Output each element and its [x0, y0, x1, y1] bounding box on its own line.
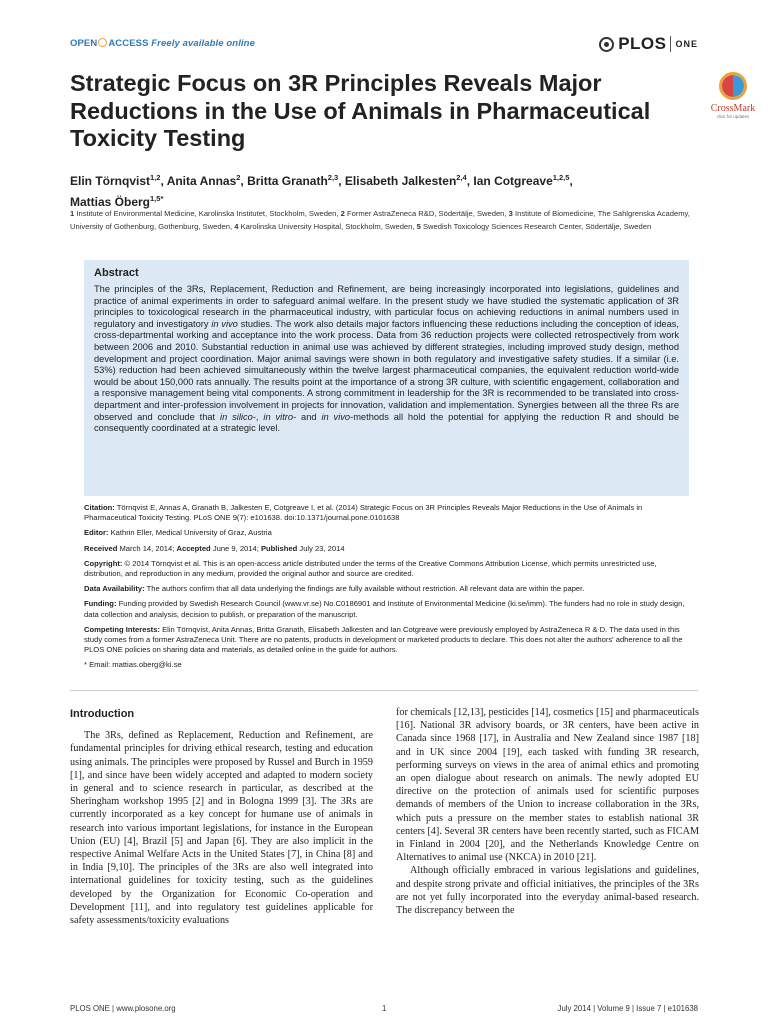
citation: Citation: Törnqvist E, Annas A, Granath B, Jalkesten E, Cotgreave I, et al. (2014) Strategic Focus on 3R Principles Reveals Major Reductions in the Use of Animals in Pharmaceutical Toxicity Testing. PLoS ONE 9(7): e101638. doi:10.1371/journal.pone.0101638 — [84, 503, 643, 523]
open-label: OPEN — [70, 38, 98, 49]
section-divider — [70, 690, 698, 691]
plos-logo-one: ONE — [675, 39, 698, 49]
plos-logo-icon — [599, 37, 614, 52]
crossmark-sub: click for updates — [716, 114, 750, 119]
dates: Received March 14, 2014; Accepted June 9, 2014; Published July 23, 2014 — [84, 543, 345, 553]
competing-interests: Competing Interests: Elin Törnqvist, Anita Annas, Britta Granath, Elisabeth Jalkesten and Ian Cotgreave were previously employed by AstraZeneca R & D. The data used in this study comes from a former AstraZeneca Unit. There are no patents, products in development or marketed products to declare. This does not alter the authors' adherence to all the PLOS ONE policies on sharing data and materials, as detailed online in the guide for authors. — [84, 624, 683, 655]
body-column-left — [70, 708, 373, 927]
access-label: ACCESS — [108, 38, 149, 49]
author[interactable]: Ian Cotgreave$^{1,2,5}$ — [473, 173, 570, 188]
footer-issue: July 2014 | Volume 9 | Issue 7 | e101638 — [557, 1004, 698, 1013]
body-column-right — [396, 706, 699, 917]
funding: Funding: Funding provided by Swedish Research Council (www.vr.se) No.C0186901 and Institute of Environmental Medicine (ki.se/imm). The funders had no role in study design, data collection and analysis, decision to publish, or preparation of the manuscript. — [84, 599, 685, 619]
page-number: 1 — [382, 1004, 387, 1013]
affiliations: 1 Institute of Environmental Medicine, Karolinska Institutet, Stockholm, Sweden, 2 Former AstraZeneca R&D, Södertälje, Sweden, 3 Institute of Biomedicine, The Sahlgrenska Academy, University of Gothenburg, Gothenburg, Sweden, 4 Karolinska University Hospital, Stockholm, Sweden, 5 Swedish Toxicology Sciences Research Center, Södertälje, Sweden — [70, 209, 690, 231]
author[interactable]: Elin Törnqvist$^{1,2}$ — [70, 173, 161, 188]
freely-available-label: Freely available online — [151, 38, 255, 49]
logo-divider — [670, 36, 671, 52]
plos-one-logo — [599, 34, 698, 54]
data-availability: Data Availability: The authors confirm that all data underlying the findings are fully available without restriction. All relevant data are within the paper. — [84, 584, 585, 594]
author-list: Elin Törnqvist$^{1,2}$, Anita Annas$^2$, Britta Granath$^{2,3}$, Elisabeth Jalkesten$^{2,4}$, Ian Cotgreave$^{1,2,5}$, Mattias Öberg$^{1,5*}$ — [70, 173, 573, 209]
abstract-box — [84, 260, 689, 496]
intro-heading: Introduction — [70, 708, 135, 720]
abstract-heading: Abstract — [94, 267, 139, 279]
abstract-text: The principles of the 3Rs, Replacement, Reduction and Refinement, are being increasingly incorporated into legislations, guidelines and practice of animal experiments in order to safeguard animal welfare. In the present study we have studied the systematic application of 3R principles to toxicological research in the pharmaceutical industry, with particular focus on achieving reductions in animal numbers used in regulatory and investigatory in vivo studies. The work also details major factors influencing these reductions including the conception of ideas, cross-departmental working and acceptance into the work process. Data from 36 reduction projects were collected retrospectively from work between 2006 and 2010. Substantial reduction in animal use was achieved by different strategies, including improved study design, method development and project coordination. Major animal savings were shown in both regulatory and investigative safety studies. If a similar (i.e. 53%) reduction had been achieved simultaneously within the twelve largest pharmaceutical companies, the equivalent reduction world-wide would be about 150,000 rats annually. The results point at the importance of a strong 3R culture, with scientific engagement, collaboration and a responsive management being vital components. A strong commitment in leadership for the 3R is recommended to be translated into cross-department and inter-profession involvement in projects for innovation, validation and implementation. Synergies between all the three Rs are observed and conclude that in silico-, in vitro- and in vivo-methods all hold the potential for applying the reduction R and should be consequently coordinated at a strategic level. — [94, 284, 679, 434]
intro-paragraph: for chemicals [12,13], pesticides [14], cosmetics [15] and pharmaceuticals [16]. National 3R advisory boards, or 3R centers, have been active in Canada since 1968 [17], in Australia and New Zealand since 1987 [18] and in UK since 2004 [19], each tasked with funding 3R research, performing surveys on views in the area of animal ethics and promoting an open dialogue about research on animals. The newly adopted EU directive on the protection of animals used for scientific purposes demands of members of the Union to increase collaboration in the 3Rs, which puts a pressure on the member states to establish national 3R centers [4]. Several 3R centers have been recently started, such as FICAM in Finland in 2004 [20], and the Netherlands Knowledge Centre on Alternatives to animal use (NKCA) in 2010 [21]. — [396, 707, 699, 864]
article-metadata — [84, 503, 689, 676]
intro-paragraph: The 3Rs, defined as Replacement, Reduction and Refinement, are fundamental principles for driving ethical research, testing and education using animals. The principles were proposed by Russel and Burch in 1959 [1], and since have been widely accepted and adapted to modern society in general and to science research in particular, as described at the Sheringham workshop 1995 [2] and in Bologna 1999 [3]. The 3Rs are currently incorporated as a key concept for humane use of animals in research into various important legislations, for instance in the European Union (EU) [4], Brazil [5] and Japan [6]. They are also implicit in the respective Animal Welfare Acts in the United States [7], in China [8] and in India [9,10]. The principles of the 3Rs are also well integrated into international guidelines for toxicity testing, such as the guidelines developed by the Organization for Economic Co-operation and Development [11], and into regulatory test guidelines applicable for safety assessments/toxicity evaluations — [70, 730, 373, 927]
copyright: Copyright: © 2014 Törnqvist et al. This is an open-access article distributed under the terms of the Creative Commons Attribution License, which permits unrestricted use, distribution, and reproduction in any medium, provided the original author and source are credited. — [84, 558, 657, 579]
author[interactable]: Anita Annas$^2$ — [166, 173, 241, 188]
plos-logo-word: PLOS — [618, 34, 667, 53]
author[interactable]: Elisabeth Jalkesten$^{2,4}$ — [344, 173, 467, 188]
intro-paragraph: Although officially embraced in various legislations and guidelines, and despite strong private and official initiatives, the principles of the 3Rs are not yet fully incorporated into the everyday animal-based research. The discrepancy between the — [396, 865, 699, 917]
crossmark-label: CrossMark — [710, 103, 756, 114]
open-access-lock-icon — [98, 38, 107, 47]
author[interactable]: Mattias Öberg$^{1,5*}$ — [70, 194, 164, 209]
journal-header — [70, 36, 698, 56]
open-access-banner — [70, 38, 255, 49]
editor: Editor: Kathrin Eller, Medical University of Graz, Austria — [84, 528, 272, 538]
footer-journal: PLOS ONE | www.plosone.org — [70, 1004, 176, 1013]
crossmark-icon — [719, 72, 747, 100]
author[interactable]: Britta Granath$^{2,3}$ — [247, 173, 339, 188]
article-title: Strategic Focus on 3R Principles Reveals Major Reductions in the Use of Animals in Pharmaceutical Toxicity Testing — [70, 70, 651, 151]
corresponding-email[interactable]: * Email: mattias.oberg@ki.se — [84, 660, 182, 670]
crossmark-badge[interactable] — [708, 72, 758, 119]
